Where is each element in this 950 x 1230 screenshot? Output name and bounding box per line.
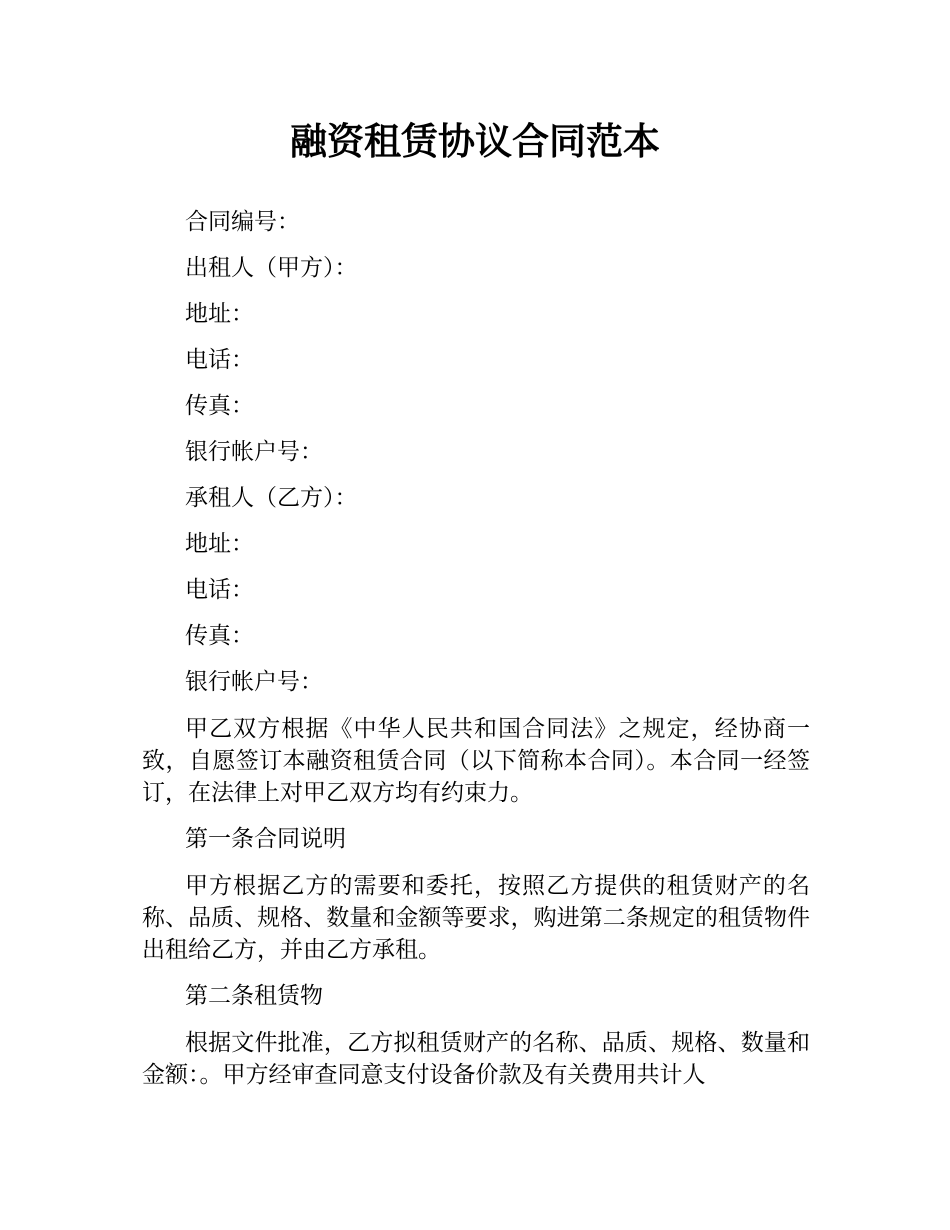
field-lessee-address: 地址： bbox=[185, 531, 254, 557]
field-lessee-fax: 传真： bbox=[185, 623, 254, 649]
field-lessee-bank-account: 银行帐户号： bbox=[185, 669, 323, 695]
field-lessee-phone: 电话： bbox=[185, 577, 254, 603]
article-2-heading: 第二条租赁物 bbox=[185, 983, 323, 1009]
field-lessor-bank-account: 银行帐户号： bbox=[185, 439, 323, 465]
field-lessee: 承租人（乙方）： bbox=[185, 485, 358, 511]
field-lessor-address: 地址： bbox=[185, 301, 254, 327]
article-1-paragraph: 甲方根据乙方的需要和委托，按照乙方提供的租赁财产的名称、品质、规格、数量和金额等要求，购进第二条规定的租赁物件出租给乙方，并由乙方承租。 bbox=[142, 873, 810, 963]
intro-paragraph: 甲乙双方根据《中华人民共和国合同法》之规定，经协商一致，自愿签订本融资租赁合同（以下简称本合同）。本合同一经签订，在法律上对甲乙双方均有约束力。 bbox=[142, 716, 810, 806]
article-2-paragraph: 根据文件批准，乙方拟租赁财产的名称、品质、规格、数量和金额：。甲方经审查同意支付设备价款及有关费用共计人 bbox=[142, 1030, 810, 1088]
document-title: 融资租赁协议合同范本 bbox=[290, 120, 660, 163]
field-lessor-fax: 传真： bbox=[185, 393, 254, 419]
field-lessor: 出租人（甲方）： bbox=[185, 255, 358, 281]
document-body bbox=[142, 199, 810, 1098]
article-1-heading: 第一条合同说明 bbox=[185, 826, 346, 852]
field-lessor-phone: 电话： bbox=[185, 347, 254, 373]
field-contract-number: 合同编号： bbox=[185, 209, 300, 235]
